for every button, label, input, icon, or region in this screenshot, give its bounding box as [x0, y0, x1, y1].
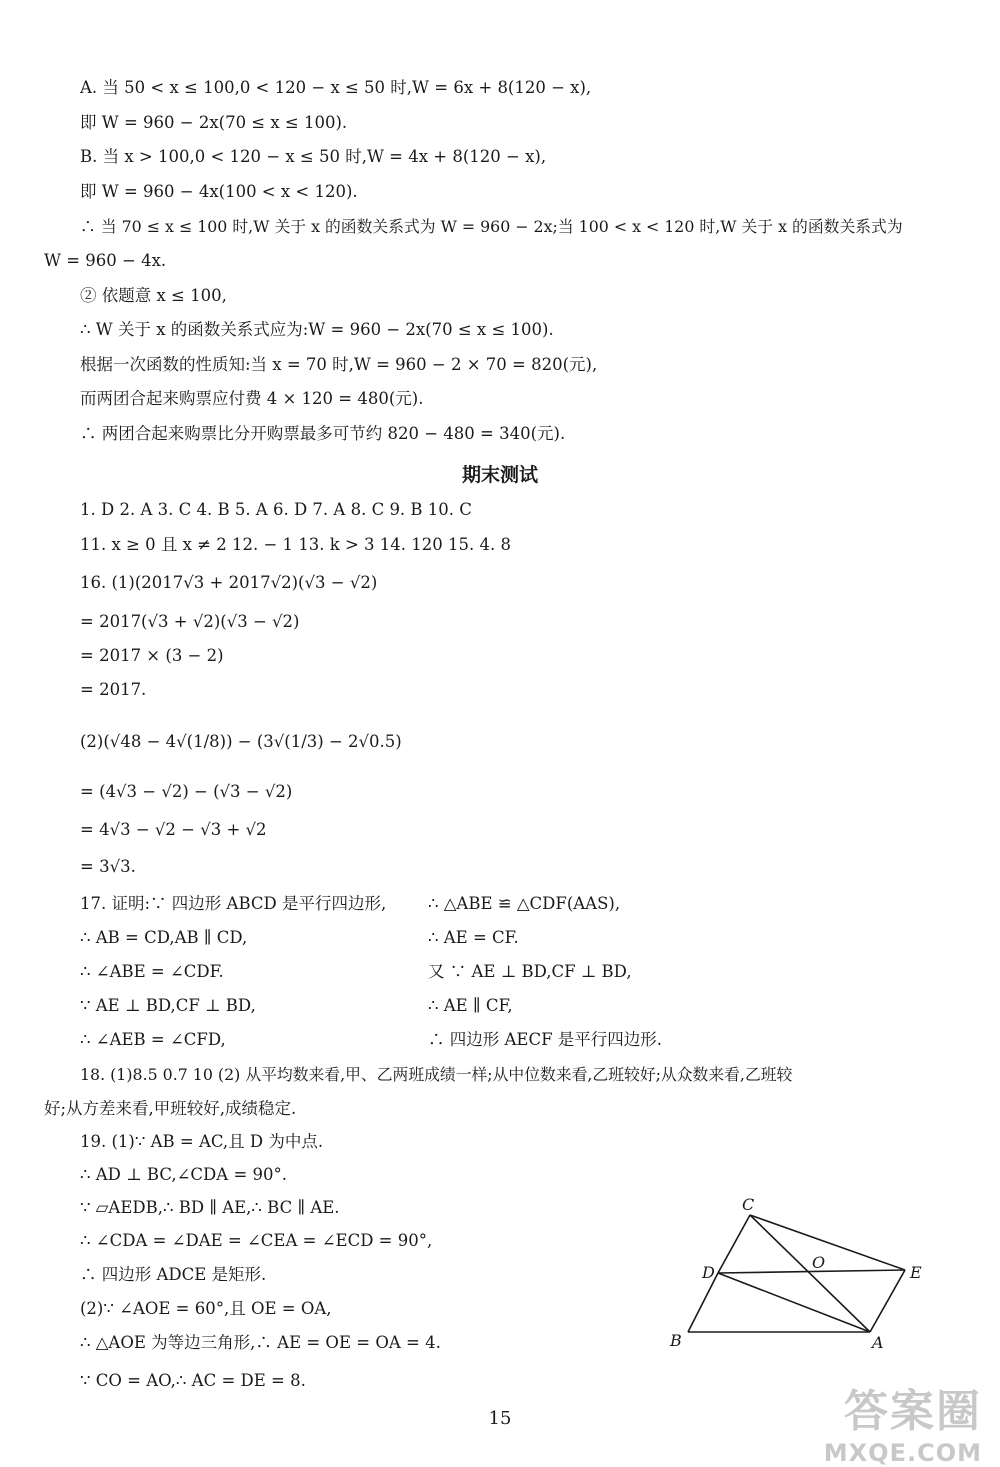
- text-line: 即 W = 960 − 4x(100 < x < 120).: [80, 182, 358, 201]
- label-b: B: [670, 1331, 682, 1350]
- watermark-logo: 答案圈: [844, 1386, 982, 1437]
- text-line: = 4√3 − √2 − √3 + √2: [80, 820, 267, 839]
- text-line: = 2017 × (3 − 2): [80, 646, 224, 665]
- label-o: O: [812, 1253, 826, 1272]
- text-line: 而两团合起来购票应付费 4 × 120 = 480(元).: [80, 389, 424, 408]
- text-line: ∵ CO = AO,∴ AC = DE = 8.: [80, 1371, 306, 1390]
- text-line: = 2017(√3 + √2)(√3 − √2): [80, 612, 300, 631]
- text-line: = (4√3 − √2) − (√3 − √2): [80, 782, 293, 801]
- text-line: 好;从方差来看,甲班较好,成绩稳定.: [44, 1099, 297, 1118]
- text-line: ∴ 两团合起来购票比分开购票最多可节约 820 − 480 = 340(元).: [80, 424, 566, 443]
- text-line: ∴ ∠CDA = ∠DAE = ∠CEA = ∠ECD = 90°,: [80, 1231, 433, 1250]
- segment-cd: [718, 1215, 750, 1273]
- section-title: 期末测试: [461, 464, 538, 486]
- text-line: = 3√3.: [80, 857, 136, 876]
- text-line: ∴ △AOE 为等边三角形,∴ AE = OE = OA = 4.: [80, 1333, 441, 1352]
- label-c: C: [742, 1195, 755, 1214]
- segment-ae: [870, 1270, 905, 1332]
- text-line: 16. (1)(2017√3 + 2017√2)(√3 − √2): [80, 573, 378, 592]
- watermark-url: MXQE.COM: [823, 1439, 982, 1467]
- text-line: ∴ ∠AEB = ∠CFD,: [80, 1030, 226, 1049]
- segment-ec: [750, 1215, 905, 1270]
- text-line: B. 当 x > 100,0 < 120 − x ≤ 50 时,W = 4x + 8(120 − x),: [80, 147, 547, 166]
- text-line: W = 960 − 4x.: [44, 251, 167, 270]
- label-a: A: [872, 1333, 884, 1352]
- text-line: 19. (1)∵ AB = AC,且 D 为中点.: [80, 1132, 324, 1151]
- text-line: ∴ 四边形 AECF 是平行四边形.: [428, 1030, 663, 1049]
- text-line: 11. x ≥ 0 且 x ≠ 2 12. − 1 13. k > 3 14. 120 15. 4. 8: [80, 535, 511, 554]
- text-line: ∴ AB = CD,AB ∥ CD,: [80, 928, 248, 947]
- text-line: 又 ∵ AE ⊥ BD,CF ⊥ BD,: [428, 962, 632, 981]
- text-line: ∵ AE ⊥ BD,CF ⊥ BD,: [80, 996, 256, 1015]
- text-line: ∴ 四边形 ADCE 是矩形.: [80, 1265, 267, 1284]
- text-line: ∴ AD ⊥ BC,∠CDA = 90°.: [80, 1165, 288, 1184]
- text-line: (2)(√48 − 4√(1/8)) − (3√(1/3) − 2√0.5): [80, 732, 402, 751]
- label-d: D: [702, 1263, 715, 1282]
- text-line: 17. 证明:∵ 四边形 ABCD 是平行四边形,: [80, 894, 387, 913]
- text-line: ∴ 当 70 ≤ x ≤ 100 时,W 关于 x 的函数关系式为 W = 960 − 2x;当 100 < x < 120 时,W 关于 x 的函数关系式为: [80, 217, 903, 236]
- text-line: 1. D 2. A 3. C 4. B 5. A 6. D 7. A 8. C 9. B 10. C: [80, 500, 472, 519]
- text-line: ∴ AE ∥ CF,: [428, 996, 513, 1015]
- text-line: 18. (1)8.5 0.7 10 (2) 从平均数来看,甲、乙两班成绩一样;从中位数来看,乙班较好;从众数来看,乙班较: [80, 1065, 793, 1084]
- segment-da: [718, 1273, 870, 1332]
- segment-ca: [750, 1215, 870, 1332]
- text-line: ∴ ∠ABE = ∠CDF.: [80, 962, 224, 981]
- text-line: (2)∵ ∠AOE = 60°,且 OE = OA,: [80, 1299, 332, 1318]
- text-line: ∴ △ABE ≌ △CDF(AAS),: [428, 894, 621, 913]
- text-line: ② 依题意 x ≤ 100,: [80, 286, 227, 305]
- page-number: 15: [488, 1408, 512, 1429]
- watermark: [824, 1375, 982, 1467]
- geometry-figure: [660, 1190, 940, 1365]
- text-line: A. 当 50 < x ≤ 100,0 < 120 − x ≤ 50 时,W = 6x + 8(120 − x),: [80, 78, 592, 97]
- text-line: = 2017.: [80, 680, 147, 699]
- text-line: 即 W = 960 − 2x(70 ≤ x ≤ 100).: [80, 113, 348, 132]
- text-line: ∴ AE = CF.: [428, 928, 519, 947]
- text-line: 根据一次函数的性质知:当 x = 70 时,W = 960 − 2 × 70 = 820(元),: [80, 355, 598, 374]
- text-line: ∴ W 关于 x 的函数关系式应为:W = 960 − 2x(70 ≤ x ≤ 100).: [80, 320, 554, 339]
- text-line: ∵ ▱AEDB,∴ BD ∥ AE,∴ BC ∥ AE.: [80, 1198, 340, 1217]
- label-e: E: [910, 1263, 922, 1282]
